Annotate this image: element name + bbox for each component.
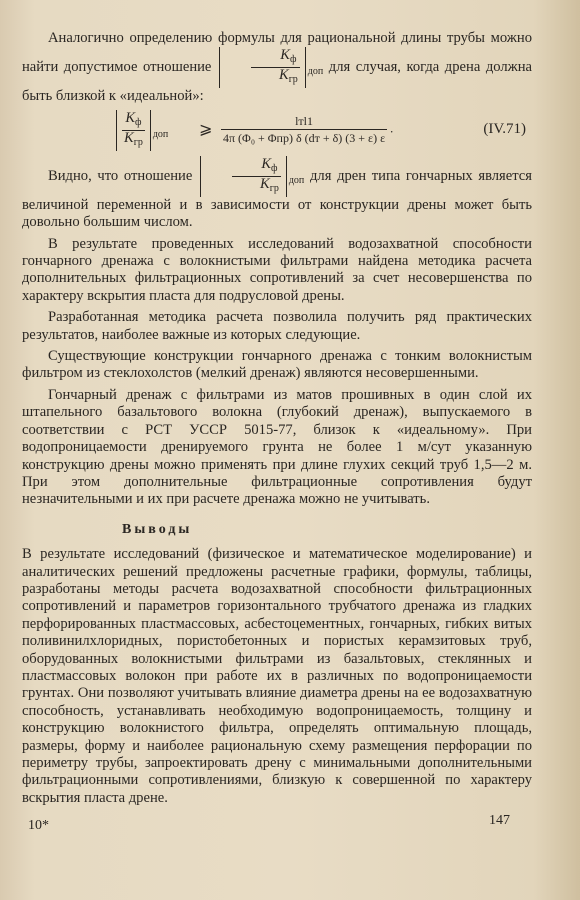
signature-mark: 10*: [28, 818, 49, 833]
formula-dop-sub: доп: [152, 128, 169, 140]
formula-rhs-denominator: 4π (Φ₀ + Φпр) δ (dт + δ) (3 + ε) ε: [223, 130, 386, 145]
text-column: [22, 30, 532, 807]
paragraph-2-text-b: для дрен типа гончарных является величиной переменной и в зависимости от конструкции дрены может быть довольно большим числом.: [22, 167, 532, 231]
ratio-bracket-inline-1: [219, 47, 306, 88]
formula-iv71: [22, 109, 532, 153]
paragraph-1-text-a: Аналогично определению формулы для рациональной длины трубы можно найти допустимое отношение: [22, 30, 532, 76]
conclusions-paragraph: В результате исследований (физическое и математическое моделирование) и аналитических решений предложены расчетные графики, формулы, таблицы, разработаны методы расчета водозахватной способности фильтрационных сопротивлений и параметров горизонтального трубчатого дренажа из гладких перфорированных пластмассовых, асбестоцементных, гончарных, гибких витых поливинилхлоридных, пористобетонных и пористых керамзитовых труб, оборудованных волокнистыми фильтрами из базальтовых, стеклянных и пластмассовых волокон при работе их в различных по водопроницаемости грунтах. Они позволяют учитывать влияние диаметра дрены на ее водозахватную способность, устанавливать необходимую водопроницаемость, толщину и конструкцию волокнистого фильтра, определять оптимальную площадь, размеры, форму и наиболее рациональную схему размещения перфорации по периметру трубы, запроектировать дрену с минимальными дополнительными фильтрационными сопротивлениями, близкую к совершенной по характеру вскрытия пласта дрене.: [22, 546, 532, 806]
paragraph-4: Разработанная методика расчета позволила получить ряд практических результатов, наиболее важные из которых следующие.: [22, 309, 532, 343]
formula-k-filter-sub: ф: [135, 116, 142, 128]
formula-k-soil-sub: гр: [133, 136, 143, 148]
paragraph-2: [22, 156, 532, 232]
formula-rhs-numerator: lтl1: [221, 113, 387, 130]
paragraph-5: Существующие конструкции гончарного дренажа с тонким волокнистым фильтром из стеклохолстов (мелкий дренаж) являются несовершенными.: [22, 348, 532, 382]
greater-equal-sign: ⩾: [199, 120, 213, 138]
k-filter-sub: ф: [290, 54, 297, 66]
k-soil-sub: гр: [288, 74, 298, 86]
formula-k-soil: K: [124, 129, 134, 146]
formula-rhs: [218, 113, 393, 146]
paragraph-6: Гончарный дренаж с фильтрами из матов прошивных в один слой их штапельного базальтового волокна (глубокий дренаж), выпускаемого в соответствии с РСТ УССР 5015-77, близок к «идеальному». При водопроницаемости дренируемого грунта не более 1 м/сут указанную конструкцию дрены можно применять при длине глухих секций труб 1,5—2 м. При этом дополнительные фильтрационные сопротивления будут незначительными и их при расчете дренажа можно не учитывать.: [22, 386, 532, 508]
paragraph-2-text-a: Видно, что отношение: [48, 167, 193, 184]
k-filter-symbol-2: K: [261, 155, 272, 172]
ratio-bracket-inline-2: [200, 156, 287, 197]
k-filter-sub-2: ф: [271, 162, 278, 174]
dop-subscript-2: доп: [288, 174, 305, 186]
paragraph-3: В результате проведенных исследований водозахватной способности гончарного дренажа с волокнистыми фильтрами найдена методика расчета дополнительных фильтрационных сопротивлений за счет несовершенства по характеру вскрытия пласта для подрусловой дрены.: [22, 235, 532, 304]
formula-k-filter: K: [125, 109, 136, 126]
paragraph-1-text-b: для случая, когда дрена должна быть близкой к «идеальной»:: [22, 59, 532, 105]
section-heading-conclusions: Выводы: [122, 521, 193, 537]
formula-lhs: [114, 110, 168, 151]
k-soil-symbol-2: K: [260, 175, 270, 192]
dop-subscript: доп: [307, 66, 324, 78]
paragraph-1: [22, 30, 532, 106]
page-number: 147: [489, 813, 510, 828]
equation-number: (IV.71): [483, 120, 526, 137]
k-filter-symbol: K: [280, 47, 290, 64]
formula-period: .: [390, 121, 394, 136]
ratio-fraction: [248, 48, 303, 87]
k-soil-sub-2: гр: [269, 182, 279, 194]
formula-lhs-bracket: [116, 110, 151, 151]
k-soil-symbol: K: [278, 67, 289, 84]
